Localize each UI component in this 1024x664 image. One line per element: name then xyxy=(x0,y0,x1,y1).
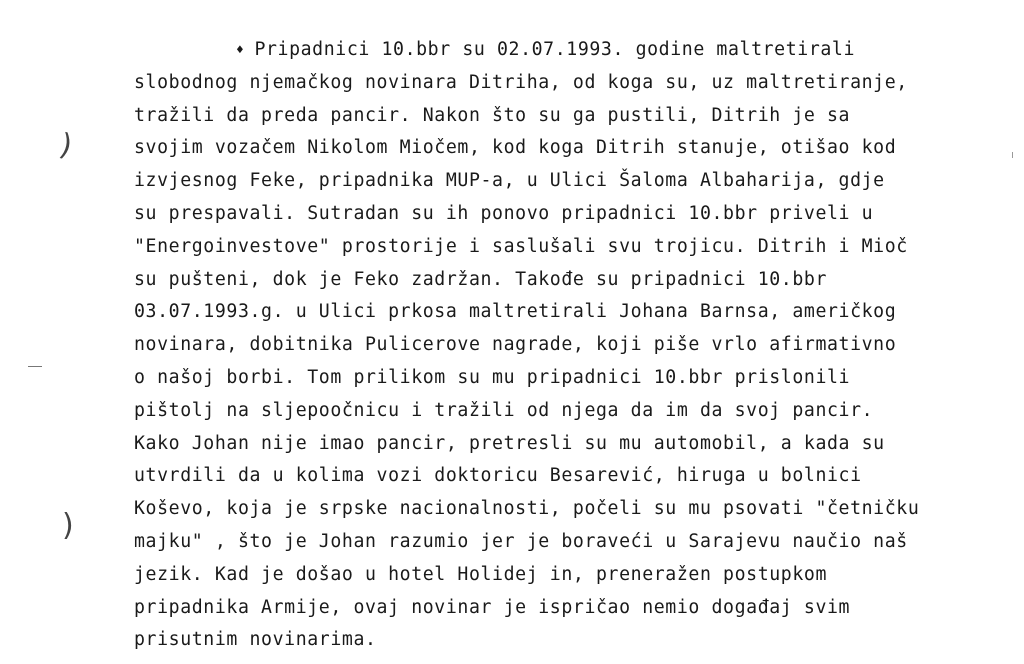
paragraph-line: novinara, dobitnika Pulicerove nagrade, koji piše vrlo afirmativno xyxy=(134,334,897,356)
paragraph-line: pripadnika Armije, ovaj novinar je ispričao nemio događaj svim xyxy=(134,596,851,618)
margin-dash-mark xyxy=(28,366,42,367)
paragraph-line: Kako Johan nije imao pancir, pretresli su mu automobil, a kada su xyxy=(134,432,885,454)
paragraph-line: svojim vozačem Nikolom Miočem, kod koga Ditrih stanuje, otišao kod xyxy=(134,137,897,159)
paragraph-line: su pušteni, dok je Feko zadržan. Takođe su pripadnici 10.bbr xyxy=(134,268,827,290)
paragraph-line: majku" , što je Johan razumio jer je boraveći u Sarajevu naučio naš xyxy=(134,530,908,552)
paragraph-line: slobodnog njemačkog novinara Ditriha, od koga su, uz maltretiranje, xyxy=(134,71,908,93)
paragraph-line: Koševo, koja je srpske nacionalnosti, počeli su mu psovati "četničku xyxy=(134,498,920,520)
paragraph-line: jezik. Kad je došao u hotel Holidej in, preneražen postupkom xyxy=(134,563,827,585)
paragraph-line: pištolj na sljepoočnicu i tražili od njega da im da svoj pancir. xyxy=(134,399,874,421)
margin-paren-mark: ) xyxy=(56,127,76,164)
paragraph-line: 03.07.1993.g. u Ulici prkosa maltretirali Johana Barnsa, američkog xyxy=(134,301,897,323)
paragraph-line: tražili da preda pancir. Nakon što su ga pustili, Ditrih je sa xyxy=(134,104,851,126)
paragraph xyxy=(134,34,1004,657)
margin-tick-mark xyxy=(1012,152,1013,158)
paragraph-line: utvrdili da u kolima vozi doktoricu Besarević, hiruga u bolnici xyxy=(134,465,862,487)
paragraph-line: o našoj borbi. Tom prilikom su mu pripadnici 10.bbr prislonili xyxy=(134,366,851,388)
paragraph-line: su prespavali. Sutradan su ih ponovo pripadnici 10.bbr priveli u xyxy=(134,202,874,224)
paragraph-line: ♦ Pripadnici 10.bbr su 02.07.1993. godine maltretirali xyxy=(134,34,1004,67)
paragraph-line: prisutnim novinarima. xyxy=(134,629,377,651)
margin-paren-mark: ) xyxy=(62,508,74,543)
paragraph-line: "Energoinvestove" prostorije i saslušali svu trojicu. Ditrih i Mioč xyxy=(134,235,908,257)
bullet-icon: ♦ xyxy=(236,43,245,58)
paragraph-line: izvjesnog Feke, pripadnika MUP-a, u Ulici Šaloma Albaharija, gdje xyxy=(134,170,885,192)
